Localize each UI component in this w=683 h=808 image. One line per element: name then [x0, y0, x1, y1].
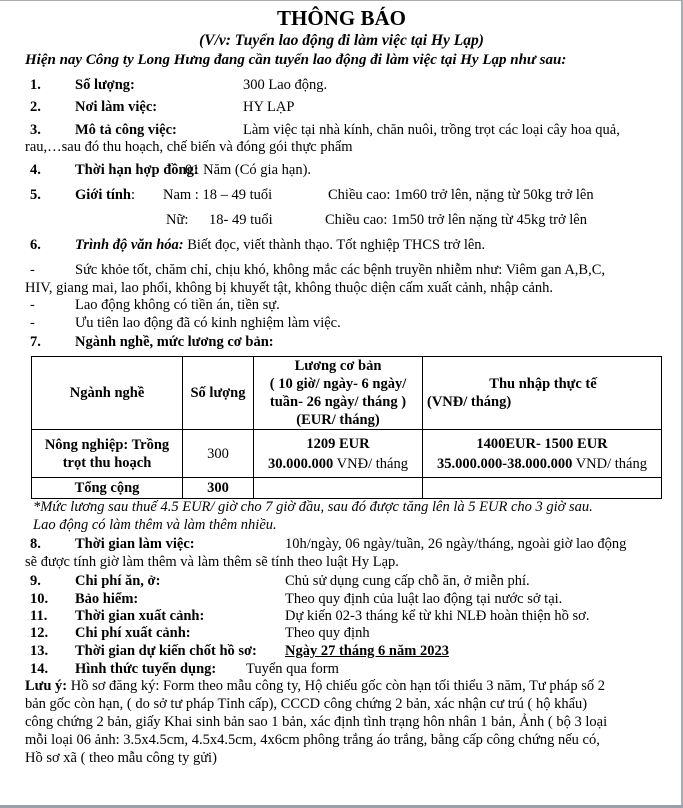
base-vnd-unit: VNĐ/ tháng: [333, 455, 408, 472]
total-empty-cell: [254, 478, 423, 499]
item-value: 300 Lao động.: [243, 77, 328, 93]
bullet-dash: -: [30, 262, 35, 278]
item-value: HY LẠP: [243, 99, 295, 115]
closing-date: Ngày 27 tháng 6 năm 2023: [285, 643, 449, 659]
item-number: 7.: [30, 334, 41, 350]
footer-label: Lưu ý:: [25, 678, 68, 694]
item-number: 1.: [30, 77, 41, 93]
item-value: Tuyển qua form: [246, 661, 339, 677]
cell-line: trọt thu hoạch: [62, 454, 152, 471]
item-label: Thời hạn hợp đồng:: [75, 162, 199, 178]
document-title: THÔNG BÁO: [277, 6, 406, 30]
item-value: Biết đọc, viết thành thạo. Tốt nghiệp THCS trở lên.: [183, 237, 486, 253]
gender-label: Giới tính: [75, 187, 131, 203]
total-label: Tổng cộng: [32, 478, 183, 499]
header-line: (VNĐ/ tháng): [427, 394, 512, 410]
item-label: Số lượng:: [75, 77, 135, 93]
total-empty-cell: [423, 478, 662, 499]
header-line: tuần- 26 ngày/ tháng ): [269, 394, 407, 410]
female-label: Nữ:: [166, 212, 189, 228]
footer-line: mỗi loại 06 ảnh: 3.5x4.5cm, 4.5x4.5cm, 4x6cm phông trắng áo trắng, bằng cấp công chứng nếu có,: [25, 732, 600, 748]
salary-table: [31, 356, 662, 499]
item-value-continued: sẽ được tính giờ làm thêm và làm thêm sẽ tính theo luật Hy Lạp.: [25, 554, 399, 570]
item-label: Ngành nghề, mức lương cơ bản:: [75, 334, 274, 350]
header-line: Thu nhập thực tế: [489, 376, 597, 392]
item-label: Chi phí xuất cảnh:: [75, 625, 191, 641]
table-header-row: [32, 357, 662, 430]
cell-job: [32, 430, 183, 478]
female-requirement: Chiều cao: 1m50 trở lên nặng từ 45kg trở lên: [325, 212, 587, 228]
note-line: Lao động có làm thêm và làm thêm nhiều.: [33, 517, 277, 533]
footer-line: bản gốc còn hạn, ( do sở tư pháp Tỉnh cấp), CCCD công chứng 2 bản, xác nhận cư trú ( hộ khẩu): [25, 696, 588, 712]
base-eur: 1209 EUR: [306, 435, 370, 452]
footer-line: [25, 677, 605, 695]
footer-text: Hồ sơ đăng ký: Form theo mẫu công ty, Hộ chiếu gốc còn hạn tối thiểu 3 năm, Tư pháp số 2: [67, 678, 605, 694]
total-quantity: 300: [183, 478, 254, 499]
item-label: Thời gian xuất cảnh:: [75, 608, 205, 624]
item-number: 3.: [30, 122, 41, 138]
female-age: 18- 49 tuổi: [209, 212, 273, 228]
item-number: 10.: [30, 591, 49, 607]
bullet-text: Sức khỏe tốt, chăm chỉ, chịu khó, không mắc các bệnh truyền nhiễm như: Viêm gan A,B,C,: [75, 262, 606, 278]
item-number: 11.: [30, 608, 48, 624]
bullet-dash: -: [30, 315, 35, 331]
bullet-text: Ưu tiên lao động đã có kinh nghiệm làm việc.: [75, 315, 341, 331]
gender-colon: :: [130, 187, 136, 203]
item-label: Bảo hiểm:: [75, 591, 139, 607]
item-number: 13.: [30, 643, 49, 659]
header-line: Lương cơ bản: [294, 358, 382, 374]
item-number: 6.: [30, 237, 41, 253]
item-label: Chi phí ăn, ở:: [75, 573, 161, 589]
item-value-continued: rau,…sau đó thu hoạch, chế biến và đóng gói thực phẩm: [25, 139, 353, 155]
item-label: Thời gian dự kiến chốt hồ sơ:: [75, 643, 257, 659]
header-line: (EUR/ tháng): [296, 412, 380, 428]
cell-base-salary: [254, 430, 423, 478]
bullet-dash: -: [30, 297, 35, 313]
item-label: Nơi làm việc:: [75, 99, 158, 115]
window-top-border: [0, 0, 683, 1]
item-number: 2.: [30, 99, 41, 115]
intro-text: Hiện nay Công ty Long Hưng đang cần tuyển lao động đi làm việc tại Hy Lạp như sau:: [25, 52, 567, 68]
footer-line: Hồ sơ xã ( theo mẫu công ty gửi): [25, 750, 217, 766]
header-line: ( 10 giờ/ ngày- 6 ngày/: [269, 376, 407, 392]
item-number: 14.: [30, 661, 49, 677]
item-value: Theo quy định: [285, 625, 370, 641]
document-subtitle: (V/v: Tuyển lao động đi làm việc tại Hy Lạp): [199, 32, 484, 49]
income-vnd-unit: VND/ tháng: [572, 455, 647, 472]
cell-quantity: 300: [183, 430, 254, 478]
item-number: 8.: [30, 536, 41, 552]
item-label: Thời gian làm việc:: [75, 536, 195, 552]
item-value: Làm việc tại nhà kính, chăn nuôi, trồng trọt các loại cây hoa quả,: [243, 122, 620, 138]
item-value: Theo quy định của luật lao động tại nước sở tại.: [285, 591, 563, 607]
header-actual-income: [423, 357, 662, 430]
item-value: 10h/ngày, 06 ngày/tuần, 26 ngày/tháng, ngoài giờ lao động: [285, 536, 627, 552]
income-vnd: [425, 454, 659, 474]
header-base-salary: [254, 357, 423, 430]
base-vnd: [256, 454, 420, 474]
item-label: Mô tả công việc:: [75, 122, 177, 138]
male-requirement: Chiều cao: 1m60 trở lên, nặng từ 50kg trở lên: [328, 187, 594, 203]
item-value: Dự kiến 02-3 tháng kể từ khi NLĐ hoàn thiện hồ sơ.: [285, 608, 590, 624]
item-label: Trình độ văn hóa:: [75, 237, 184, 253]
footer-line: công chứng 2 bản, giấy Khai sinh bản sao 1 bản, xác định tình trạng hôn nhân 1 bản, Ảnh ( bộ 3 loại: [25, 714, 608, 730]
item-number: 9.: [30, 573, 41, 589]
item-line: [75, 236, 485, 254]
item-label: Hình thức tuyển dụng:: [75, 661, 217, 677]
header-job: Ngành nghề: [32, 357, 183, 430]
base-vnd-amount: 30.000.000: [268, 455, 334, 472]
note-line: *Mức lương sau thuế 4.5 EUR/ giờ cho 7 giờ đầu, sau đó được tăng lên là 5 EUR cho 3 giờ sau.: [33, 499, 593, 515]
item-label: [75, 186, 135, 204]
item-number: 5.: [30, 187, 41, 203]
header-quantity: Số lượng: [183, 357, 254, 430]
cell-line: Nông nghiệp: Trồng: [44, 436, 170, 453]
table-total-row: [32, 478, 662, 499]
table-row: [32, 430, 662, 478]
male-age: Nam : 18 – 49 tuổi: [163, 187, 273, 203]
item-value: Chủ sử dụng cung cấp chỗ ăn, ở miễn phí.: [285, 573, 530, 589]
bullet-text-continued: HIV, giang mai, lao phổi, không bị khuyết tật, không thuộc diện cấm xuất cảnh, nhập cảnh.: [25, 280, 554, 296]
income-vnd-amount: 35.000.000-38.000.000: [437, 455, 573, 472]
item-value: 01 Năm (Có gia hạn).: [185, 162, 312, 178]
cell-actual-income: [423, 430, 662, 478]
item-number: 12.: [30, 625, 49, 641]
bullet-text: Lao động không có tiền án, tiền sự.: [75, 297, 280, 313]
item-number: 4.: [30, 162, 41, 178]
income-eur: 1400EUR- 1500 EUR: [476, 435, 608, 452]
